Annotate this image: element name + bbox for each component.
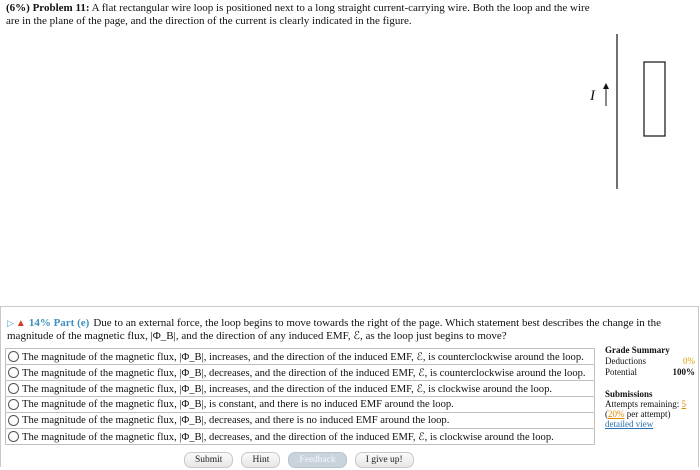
wire-loop-figure (560, 34, 680, 194)
submissions-panel (605, 389, 697, 429)
grade-summary (605, 345, 695, 378)
answer-options (5, 348, 595, 445)
problem-statement (6, 2, 596, 28)
potential-row (605, 367, 695, 378)
problem-text: A flat rectangular wire loop is positioned next to a long straight current-carrying wire. Both the loop and the wire are in the plane of the page, and the direction of the current is clearly indicated in the figure. (6, 2, 590, 27)
submissions-title: Submissions (605, 389, 653, 399)
current-arrowhead (603, 83, 609, 89)
deductions-value: 0% (683, 356, 695, 366)
current-label: I (590, 88, 595, 104)
hint-button[interactable]: Hint (241, 452, 280, 468)
part-header (7, 317, 687, 343)
detailed-view-link[interactable]: detailed view (605, 419, 654, 429)
grade-summary-title: Grade Summary (605, 345, 670, 355)
radio-button[interactable] (8, 367, 19, 378)
answer-option[interactable] (6, 397, 594, 413)
problem-label: (6%) Problem 11: (6, 2, 90, 14)
radio-button[interactable] (8, 351, 19, 362)
answer-option[interactable] (6, 349, 594, 365)
answer-option[interactable] (6, 429, 594, 445)
expand-play-icon[interactable]: ▷ (7, 318, 14, 328)
part-question: Due to an external force, the loop begins to move towards the right of the page. Which statement best describes the change in the magnitude of the magnetic flux, |Φ_B|, and the direction of any induced EMF, ℰ, as the loop just begins to move? (7, 317, 661, 342)
option-text: The magnitude of the magnetic flux, |Φ_B|, decreases, and the direction of the induced EMF, ℰ, is counterclockwise around the loop. (22, 367, 586, 379)
rectangular-loop (644, 62, 665, 136)
radio-button[interactable] (8, 415, 19, 426)
radio-button[interactable] (8, 431, 19, 442)
option-text: The magnitude of the magnetic flux, |Φ_B|, increases, and the direction of the induced EMF, ℰ, is counterclockwise around the loop. (22, 351, 584, 363)
per-attempt-open: ( (605, 409, 608, 419)
answer-option[interactable] (6, 365, 594, 381)
attempts-value: 5 (681, 399, 686, 409)
option-text: The magnitude of the magnetic flux, |Φ_B|, decreases, and there is no induced EMF around the loop. (22, 415, 450, 426)
per-attempt-row (605, 409, 697, 419)
feedback-button: Feedback (288, 452, 346, 468)
answer-option[interactable] (6, 381, 594, 397)
part-e-panel (0, 306, 699, 467)
per-attempt-value: 20% (608, 409, 625, 419)
option-text: The magnitude of the magnetic flux, |Φ_B|, is constant, and there is no induced EMF around the loop. (22, 399, 454, 410)
potential-label: Potential (605, 367, 637, 377)
potential-value: 100% (672, 367, 695, 377)
deductions-row (605, 356, 695, 367)
part-label: 14% Part (e) (28, 317, 90, 329)
option-text: The magnitude of the magnetic flux, |Φ_B|, increases, and the direction of the induced EMF, ℰ, is clockwise around the loop. (22, 383, 553, 395)
give-up-button[interactable]: I give up! (355, 452, 414, 468)
attempts-label: Attempts remaining: (605, 399, 680, 409)
radio-button[interactable] (8, 399, 19, 410)
attempts-row (605, 399, 697, 409)
deductions-label: Deductions (605, 356, 646, 366)
warning-icon: ▲ (15, 318, 26, 329)
answer-option[interactable] (6, 413, 594, 429)
submit-button[interactable]: Submit (184, 452, 233, 468)
action-buttons (184, 452, 414, 468)
per-attempt-text: per attempt) (624, 409, 671, 419)
radio-button[interactable] (8, 383, 19, 394)
option-text: The magnitude of the magnetic flux, |Φ_B|, decreases, and the direction of the induced EMF, ℰ, is clockwise around the loop. (22, 431, 554, 443)
